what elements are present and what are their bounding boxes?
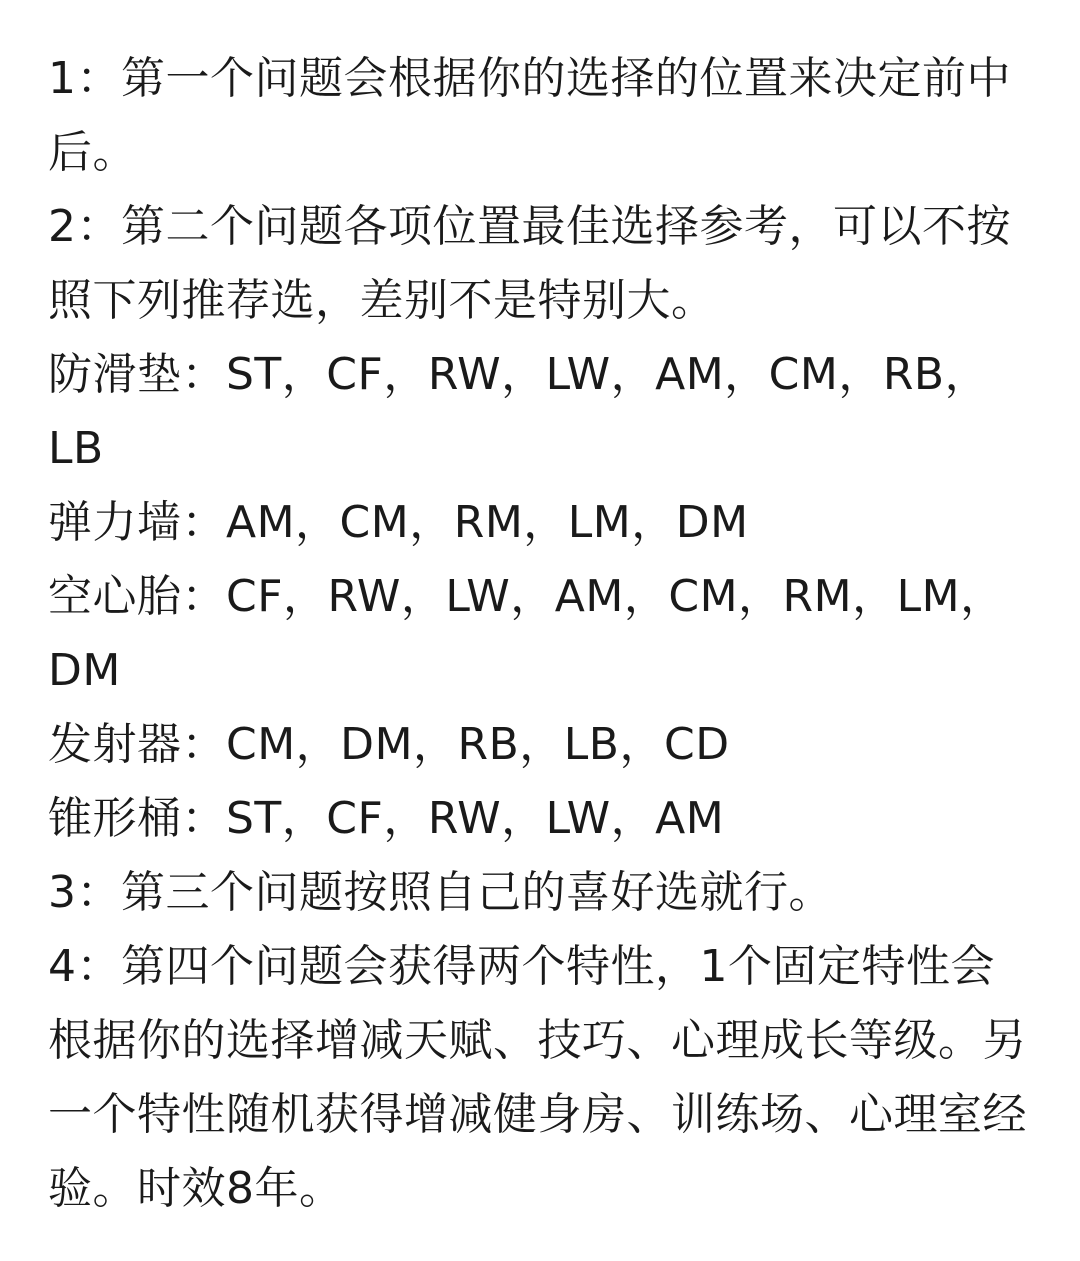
item-launcher: 发射器：CM，DM，RB，LB，CD — [48, 719, 730, 770]
item-anti-slip-mat: 防滑垫：ST，CF，RW，LW，AM，CM，RB，LB — [48, 349, 990, 474]
item-cone-bucket: 锥形桶：ST，CF，RW，LW，AM — [48, 793, 725, 844]
paragraph-question-4: 4：第四个问题会获得两个特性，1个固定特性会根据你的选择增减天赋、技巧、心理成长等级。另一个特性随机获得增减健身房、训练场、心理室经验。时效8年。 — [48, 941, 1027, 1214]
paragraph-question-1: 1：第一个问题会根据你的选择的位置来决定前中后。 — [48, 53, 1011, 178]
paragraph-question-3: 3：第三个问题按照自己的喜好选就行。 — [48, 867, 833, 918]
item-elastic-wall: 弹力墙：AM，CM，RM，LM，DM — [48, 497, 749, 548]
document-body — [48, 42, 1038, 1226]
paragraph-question-2: 2：第二个问题各项位置最佳选择参考，可以不按照下列推荐选，差别不是特别大。 — [48, 201, 1011, 326]
item-hollow-tire: 空心胎：CF，RW，LW，AM，CM，RM，LM，DM — [48, 571, 1005, 696]
